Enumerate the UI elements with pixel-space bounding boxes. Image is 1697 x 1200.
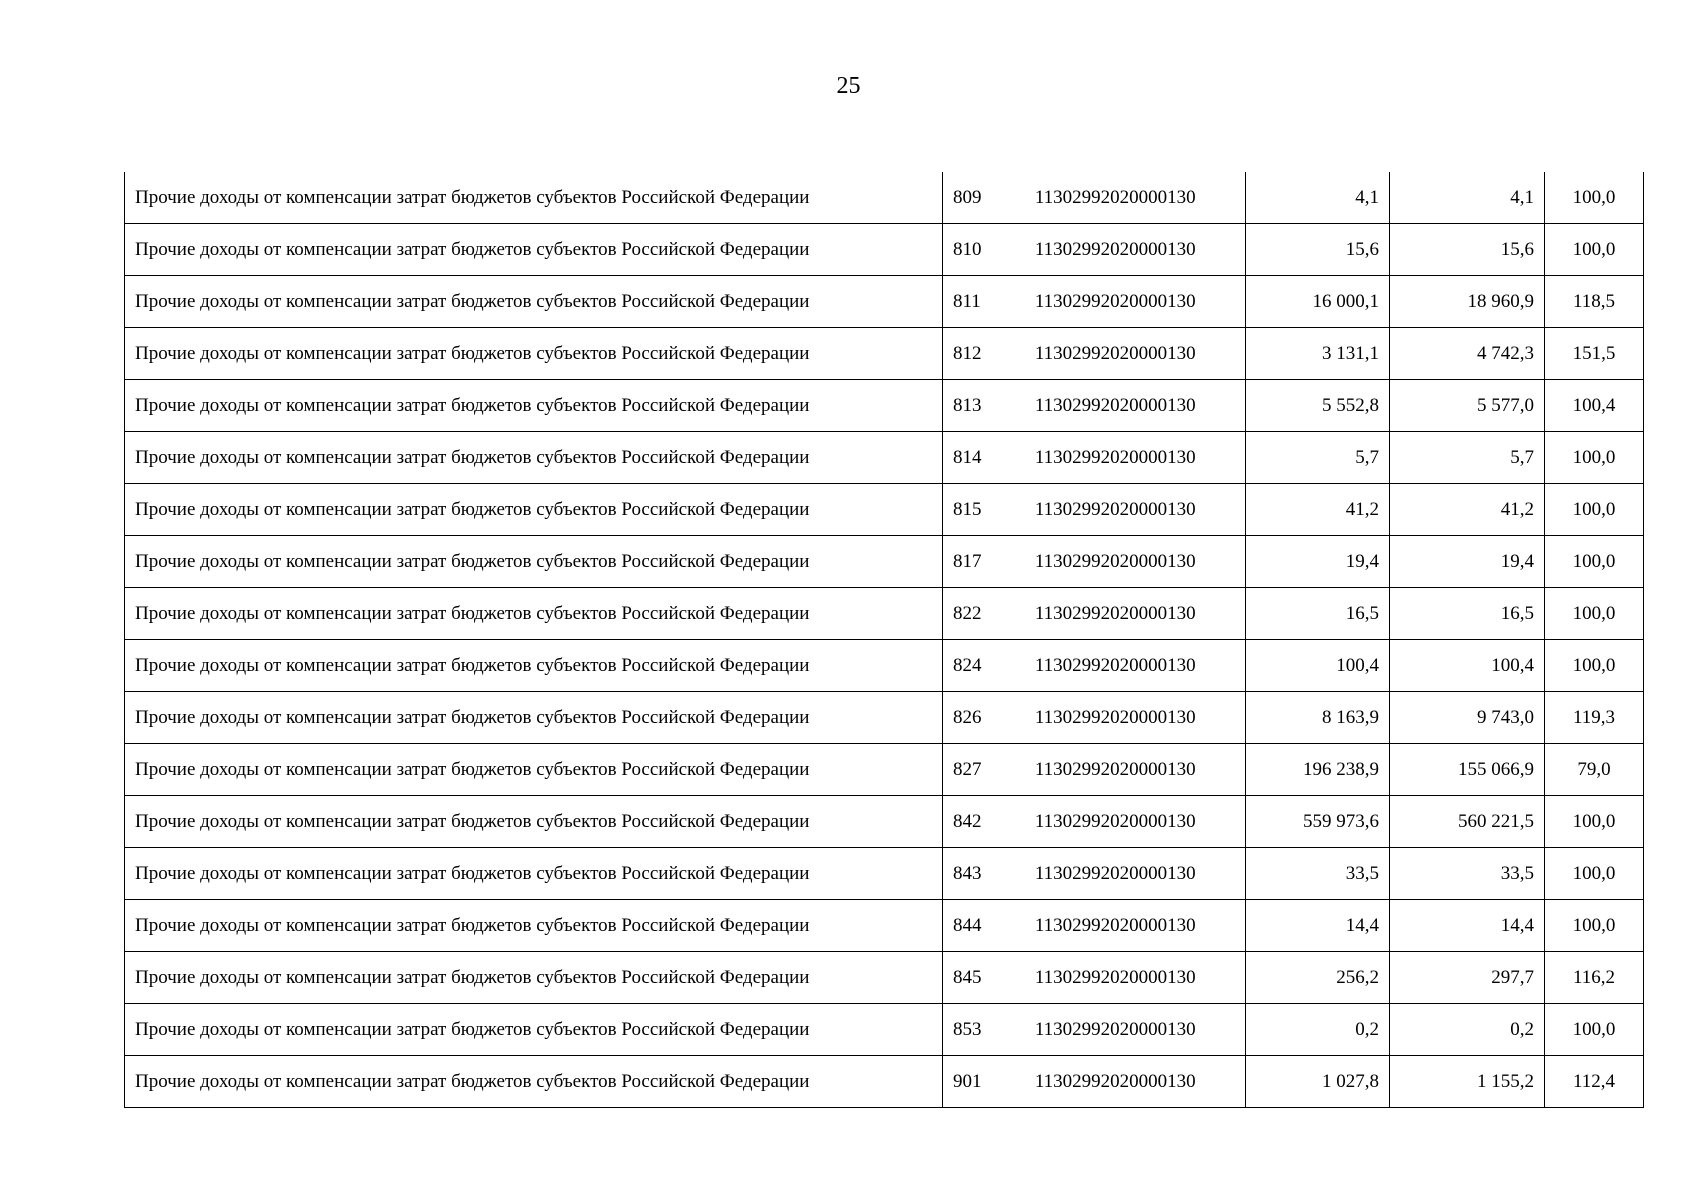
budget-classification-code-cell: 11302992020000130: [986, 796, 1246, 848]
admin-code-cell: 845: [943, 952, 986, 1004]
plan-amount-cell: 33,5: [1246, 848, 1390, 900]
plan-amount-cell: 5 552,8: [1246, 380, 1390, 432]
revenue-name-cell: Прочие доходы от компенсации затрат бюджетов субъектов Российской Федерации: [125, 952, 943, 1004]
revenue-name-cell: Прочие доходы от компенсации затрат бюджетов субъектов Российской Федерации: [125, 588, 943, 640]
actual-amount-cell: 9 743,0: [1390, 692, 1545, 744]
revenue-name-cell: Прочие доходы от компенсации затрат бюджетов субъектов Российской Федерации: [125, 640, 943, 692]
admin-code-cell: 813: [943, 380, 986, 432]
plan-amount-cell: 256,2: [1246, 952, 1390, 1004]
revenue-name-cell: Прочие доходы от компенсации затрат бюджетов субъектов Российской Федерации: [125, 744, 943, 796]
plan-amount-cell: 8 163,9: [1246, 692, 1390, 744]
budget-classification-code-cell: 11302992020000130: [986, 900, 1246, 952]
admin-code-cell: 817: [943, 536, 986, 588]
table-row: [125, 900, 1644, 952]
actual-amount-cell: 5 577,0: [1390, 380, 1545, 432]
table-row: [125, 224, 1644, 276]
actual-amount-cell: 18 960,9: [1390, 276, 1545, 328]
actual-amount-cell: 15,6: [1390, 224, 1545, 276]
execution-percent-cell: 100,0: [1545, 536, 1644, 588]
table-row: [125, 692, 1644, 744]
plan-amount-cell: 1 027,8: [1246, 1056, 1390, 1108]
actual-amount-cell: 100,4: [1390, 640, 1545, 692]
revenue-name-cell: Прочие доходы от компенсации затрат бюджетов субъектов Российской Федерации: [125, 692, 943, 744]
plan-amount-cell: 100,4: [1246, 640, 1390, 692]
table-body: [125, 172, 1644, 1108]
table-row: [125, 380, 1644, 432]
admin-code-cell: 814: [943, 432, 986, 484]
table-row: [125, 276, 1644, 328]
execution-percent-cell: 100,0: [1545, 432, 1644, 484]
table-row: [125, 1004, 1644, 1056]
execution-percent-cell: 100,0: [1545, 588, 1644, 640]
execution-percent-cell: 100,0: [1545, 224, 1644, 276]
revenue-name-cell: Прочие доходы от компенсации затрат бюджетов субъектов Российской Федерации: [125, 172, 943, 224]
actual-amount-cell: 560 221,5: [1390, 796, 1545, 848]
budget-classification-code-cell: 11302992020000130: [986, 692, 1246, 744]
plan-amount-cell: 14,4: [1246, 900, 1390, 952]
execution-percent-cell: 100,0: [1545, 640, 1644, 692]
plan-amount-cell: 16 000,1: [1246, 276, 1390, 328]
admin-code-cell: 844: [943, 900, 986, 952]
table-row: [125, 1056, 1644, 1108]
plan-amount-cell: 3 131,1: [1246, 328, 1390, 380]
revenue-table: [124, 172, 1644, 1108]
table-row: [125, 796, 1644, 848]
budget-classification-code-cell: 11302992020000130: [986, 1004, 1246, 1056]
plan-amount-cell: 559 973,6: [1246, 796, 1390, 848]
execution-percent-cell: 100,0: [1545, 1004, 1644, 1056]
plan-amount-cell: 5,7: [1246, 432, 1390, 484]
table-row: [125, 432, 1644, 484]
execution-percent-cell: 100,0: [1545, 848, 1644, 900]
admin-code-cell: 822: [943, 588, 986, 640]
actual-amount-cell: 5,7: [1390, 432, 1545, 484]
table-row: [125, 588, 1644, 640]
plan-amount-cell: 196 238,9: [1246, 744, 1390, 796]
execution-percent-cell: 100,0: [1545, 796, 1644, 848]
revenue-name-cell: Прочие доходы от компенсации затрат бюджетов субъектов Российской Федерации: [125, 536, 943, 588]
plan-amount-cell: 41,2: [1246, 484, 1390, 536]
actual-amount-cell: 14,4: [1390, 900, 1545, 952]
admin-code-cell: 811: [943, 276, 986, 328]
table-row: [125, 484, 1644, 536]
admin-code-cell: 809: [943, 172, 986, 224]
budget-classification-code-cell: 11302992020000130: [986, 536, 1246, 588]
table-row: [125, 172, 1644, 224]
actual-amount-cell: 19,4: [1390, 536, 1545, 588]
actual-amount-cell: 155 066,9: [1390, 744, 1545, 796]
page-number: 25: [836, 73, 861, 99]
budget-classification-code-cell: 11302992020000130: [986, 224, 1246, 276]
admin-code-cell: 824: [943, 640, 986, 692]
admin-code-cell: 843: [943, 848, 986, 900]
table-row: [125, 848, 1644, 900]
admin-code-cell: 810: [943, 224, 986, 276]
execution-percent-cell: 118,5: [1545, 276, 1644, 328]
budget-classification-code-cell: 11302992020000130: [986, 640, 1246, 692]
execution-percent-cell: 100,0: [1545, 172, 1644, 224]
budget-classification-code-cell: 11302992020000130: [986, 328, 1246, 380]
actual-amount-cell: 297,7: [1390, 952, 1545, 1004]
budget-classification-code-cell: 11302992020000130: [986, 848, 1246, 900]
admin-code-cell: 901: [943, 1056, 986, 1108]
revenue-name-cell: Прочие доходы от компенсации затрат бюджетов субъектов Российской Федерации: [125, 796, 943, 848]
budget-classification-code-cell: 11302992020000130: [986, 172, 1246, 224]
budget-classification-code-cell: 11302992020000130: [986, 484, 1246, 536]
plan-amount-cell: 16,5: [1246, 588, 1390, 640]
admin-code-cell: 853: [943, 1004, 986, 1056]
budget-classification-code-cell: 11302992020000130: [986, 952, 1246, 1004]
revenue-name-cell: Прочие доходы от компенсации затрат бюджетов субъектов Российской Федерации: [125, 1056, 943, 1108]
budget-classification-code-cell: 11302992020000130: [986, 744, 1246, 796]
table-row: [125, 744, 1644, 796]
revenue-name-cell: Прочие доходы от компенсации затрат бюджетов субъектов Российской Федерации: [125, 848, 943, 900]
table-row: [125, 640, 1644, 692]
admin-code-cell: 815: [943, 484, 986, 536]
admin-code-cell: 812: [943, 328, 986, 380]
plan-amount-cell: 19,4: [1246, 536, 1390, 588]
budget-classification-code-cell: 11302992020000130: [986, 276, 1246, 328]
actual-amount-cell: 4,1: [1390, 172, 1545, 224]
table-row: [125, 952, 1644, 1004]
actual-amount-cell: 16,5: [1390, 588, 1545, 640]
actual-amount-cell: 33,5: [1390, 848, 1545, 900]
budget-classification-code-cell: 11302992020000130: [986, 432, 1246, 484]
plan-amount-cell: 0,2: [1246, 1004, 1390, 1056]
revenue-name-cell: Прочие доходы от компенсации затрат бюджетов субъектов Российской Федерации: [125, 380, 943, 432]
budget-classification-code-cell: 11302992020000130: [986, 588, 1246, 640]
execution-percent-cell: 100,0: [1545, 900, 1644, 952]
execution-percent-cell: 79,0: [1545, 744, 1644, 796]
actual-amount-cell: 0,2: [1390, 1004, 1545, 1056]
execution-percent-cell: 100,4: [1545, 380, 1644, 432]
budget-classification-code-cell: 11302992020000130: [986, 1056, 1246, 1108]
revenue-name-cell: Прочие доходы от компенсации затрат бюджетов субъектов Российской Федерации: [125, 328, 943, 380]
revenue-name-cell: Прочие доходы от компенсации затрат бюджетов субъектов Российской Федерации: [125, 432, 943, 484]
revenue-name-cell: Прочие доходы от компенсации затрат бюджетов субъектов Российской Федерации: [125, 224, 943, 276]
actual-amount-cell: 41,2: [1390, 484, 1545, 536]
admin-code-cell: 826: [943, 692, 986, 744]
actual-amount-cell: 4 742,3: [1390, 328, 1545, 380]
revenue-name-cell: Прочие доходы от компенсации затрат бюджетов субъектов Российской Федерации: [125, 276, 943, 328]
admin-code-cell: 827: [943, 744, 986, 796]
budget-classification-code-cell: 11302992020000130: [986, 380, 1246, 432]
admin-code-cell: 842: [943, 796, 986, 848]
actual-amount-cell: 1 155,2: [1390, 1056, 1545, 1108]
plan-amount-cell: 15,6: [1246, 224, 1390, 276]
execution-percent-cell: 116,2: [1545, 952, 1644, 1004]
execution-percent-cell: 151,5: [1545, 328, 1644, 380]
table-row: [125, 328, 1644, 380]
revenue-name-cell: Прочие доходы от компенсации затрат бюджетов субъектов Российской Федерации: [125, 1004, 943, 1056]
execution-percent-cell: 119,3: [1545, 692, 1644, 744]
execution-percent-cell: 100,0: [1545, 484, 1644, 536]
revenue-name-cell: Прочие доходы от компенсации затрат бюджетов субъектов Российской Федерации: [125, 484, 943, 536]
plan-amount-cell: 4,1: [1246, 172, 1390, 224]
execution-percent-cell: 112,4: [1545, 1056, 1644, 1108]
revenue-name-cell: Прочие доходы от компенсации затрат бюджетов субъектов Российской Федерации: [125, 900, 943, 952]
table-row: [125, 536, 1644, 588]
